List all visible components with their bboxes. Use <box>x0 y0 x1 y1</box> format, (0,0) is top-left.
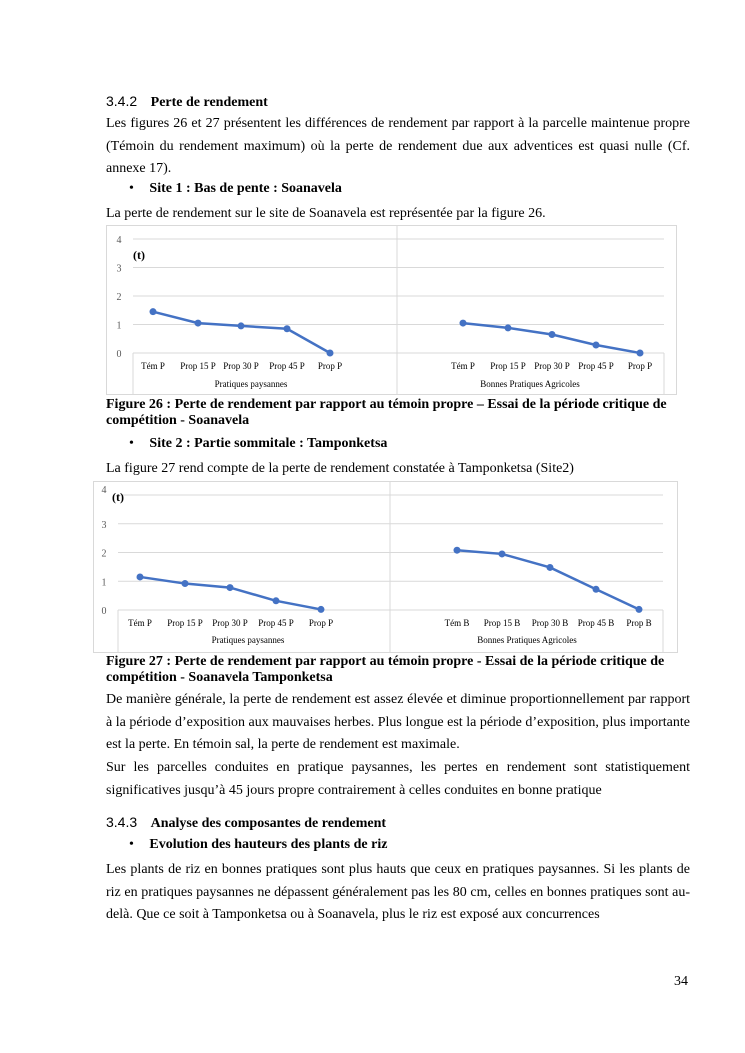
bullet-site2 <box>129 436 387 452</box>
x-category-label: Prop 15 P <box>167 618 203 628</box>
data-point <box>549 331 556 338</box>
bullet-evolution-label: Evolution des hauteurs des plants de riz <box>149 837 388 852</box>
x-category-label: Prop B <box>626 618 652 628</box>
section-number: 3.4.3 <box>106 814 138 830</box>
data-point <box>460 320 467 327</box>
x-category-label: Prop P <box>317 361 343 371</box>
x-category-label: Tém P <box>141 361 165 371</box>
series-line <box>463 323 640 353</box>
data-point <box>318 606 325 613</box>
site2-paragraph: La figure 27 rend compte de la perte de rendement constatée à Tamponketsa (Site2) <box>106 461 574 476</box>
bullet-dot: • <box>129 837 134 852</box>
x-category-label: Prop 30 P <box>212 618 248 628</box>
section-number: 3.4.2 <box>106 93 138 109</box>
series-line <box>457 550 639 609</box>
data-point <box>327 350 334 357</box>
data-point <box>137 573 144 580</box>
x-category-label: Prop 45 P <box>578 361 614 371</box>
x-category-label: Prop 30 B <box>531 618 569 628</box>
section-title: Perte de rendement <box>150 95 268 110</box>
plants-paragraph: Les plants de riz en bonnes pratiques sont plus hauts que ceux en pratiques paysannes. Si les plants de riz en pratiques paysannes ne dépassent généralement pas les 80 cm, celles en bonnes pratiques sont au-delà. Que ce soit à Tamponketsa ou à Soanavela, plus le riz est exposé aux concurrences <box>106 862 690 922</box>
data-point <box>636 606 643 613</box>
y-tick-label: 2 <box>116 292 122 303</box>
x-category-label: Prop 30 P <box>534 361 570 371</box>
group-label: Pratiques paysannes <box>214 379 288 389</box>
data-point <box>637 350 644 357</box>
y-tick-label: 4 <box>116 235 122 246</box>
data-point <box>284 325 291 332</box>
y-tick-label: 0 <box>101 606 107 617</box>
x-category-label: Prop P <box>308 618 334 628</box>
parcelles-paragraph: Sur les parcelles conduites en pratique paysannes, les pertes en rendement sont statistiquement significatives jusqu’à 45 jours propre contrairement à celles conduites en bonne pratique <box>106 760 690 798</box>
y-tick-label: 3 <box>101 519 107 531</box>
site1-paragraph: La perte de rendement sur le site de Soanavela est représentée par la figure 26. <box>106 206 546 221</box>
x-category-label: Prop P <box>627 361 653 371</box>
section-title: Analyse des composantes de rendement <box>150 816 387 831</box>
figure-27-svg <box>94 482 677 652</box>
x-category-label: Tém P <box>451 361 475 371</box>
figure-27-caption: Figure 27 : Perte de rendement par rapport au témoin propre - Essai de la période critique de compétition - Soanavela Tamponketsa <box>106 654 665 685</box>
bullet-site2-label: Site 2 : Partie sommitale : Tamponketsa <box>149 436 388 451</box>
data-point <box>547 564 554 571</box>
general-paragraph: De manière générale, la perte de rendement est assez élevée et diminue proportionnellement par rapport à la période d’exposition aux mauvaises herbes. Plus longue est la période d’exposition, plus importante est la perte. En témoin sal, la perte de rendement est maximale. <box>106 692 690 752</box>
y-tick-label: 2 <box>101 548 107 560</box>
series-line <box>140 577 321 609</box>
section-heading-342 <box>106 93 268 111</box>
data-point <box>150 308 157 315</box>
y-axis-label: (t) <box>133 248 145 262</box>
page-number: 34 <box>674 974 688 989</box>
data-point <box>238 322 245 329</box>
y-tick-label: 1 <box>101 577 107 589</box>
x-category-label: Prop 30 P <box>223 361 259 371</box>
y-tick-label: 0 <box>116 349 122 360</box>
intro-paragraph: Les figures 26 et 27 présentent les différences de rendement par rapport à la parcelle maintenue propre (Témoin du rendement maximum) où la perte de rendement due aux adventices est quasi nulle (Cf. annexe 17). <box>106 116 690 176</box>
x-category-label: Prop 45 P <box>269 361 305 371</box>
data-point <box>182 580 189 587</box>
figure-26-svg <box>107 226 676 394</box>
figure-26-caption: Figure 26 : Perte de rendement par rapport au témoin propre – Essai de la période critique de compétition - Soanavela <box>106 397 667 428</box>
section-heading-343 <box>106 814 386 832</box>
data-point <box>227 584 234 591</box>
figure-26-chart <box>106 225 677 395</box>
data-point <box>593 342 600 349</box>
group-label: Pratiques paysannes <box>211 635 285 645</box>
bullet-dot: • <box>129 436 134 451</box>
y-tick-label: 3 <box>116 263 122 275</box>
data-point <box>593 586 600 593</box>
group-label: Bonnes Pratiques Agricoles <box>477 635 577 645</box>
bullet-evolution <box>129 837 387 853</box>
x-category-label: Prop 45 P <box>258 618 294 628</box>
x-category-label: Prop 15 B <box>483 618 521 628</box>
x-category-label: Prop 15 P <box>490 361 526 371</box>
x-category-label: Tém B <box>444 618 470 628</box>
bullet-site1-label: Site 1 : Bas de pente : Soanavela <box>149 181 342 196</box>
figure-27-chart <box>93 481 678 653</box>
y-tick-label: 4 <box>101 485 107 496</box>
data-point <box>454 547 461 554</box>
data-point <box>499 550 506 557</box>
data-point <box>273 597 280 604</box>
y-axis-label: (t) <box>112 490 124 504</box>
x-category-label: Tém P <box>128 618 152 628</box>
x-category-label: Prop 45 B <box>577 618 615 628</box>
data-point <box>505 324 512 331</box>
series-line <box>153 312 330 353</box>
y-tick-label: 1 <box>116 320 122 332</box>
group-label: Bonnes Pratiques Agricoles <box>480 379 580 389</box>
data-point <box>195 320 202 327</box>
x-category-label: Prop 15 P <box>180 361 216 371</box>
bullet-site1 <box>129 181 342 197</box>
bullet-dot: • <box>129 181 134 196</box>
